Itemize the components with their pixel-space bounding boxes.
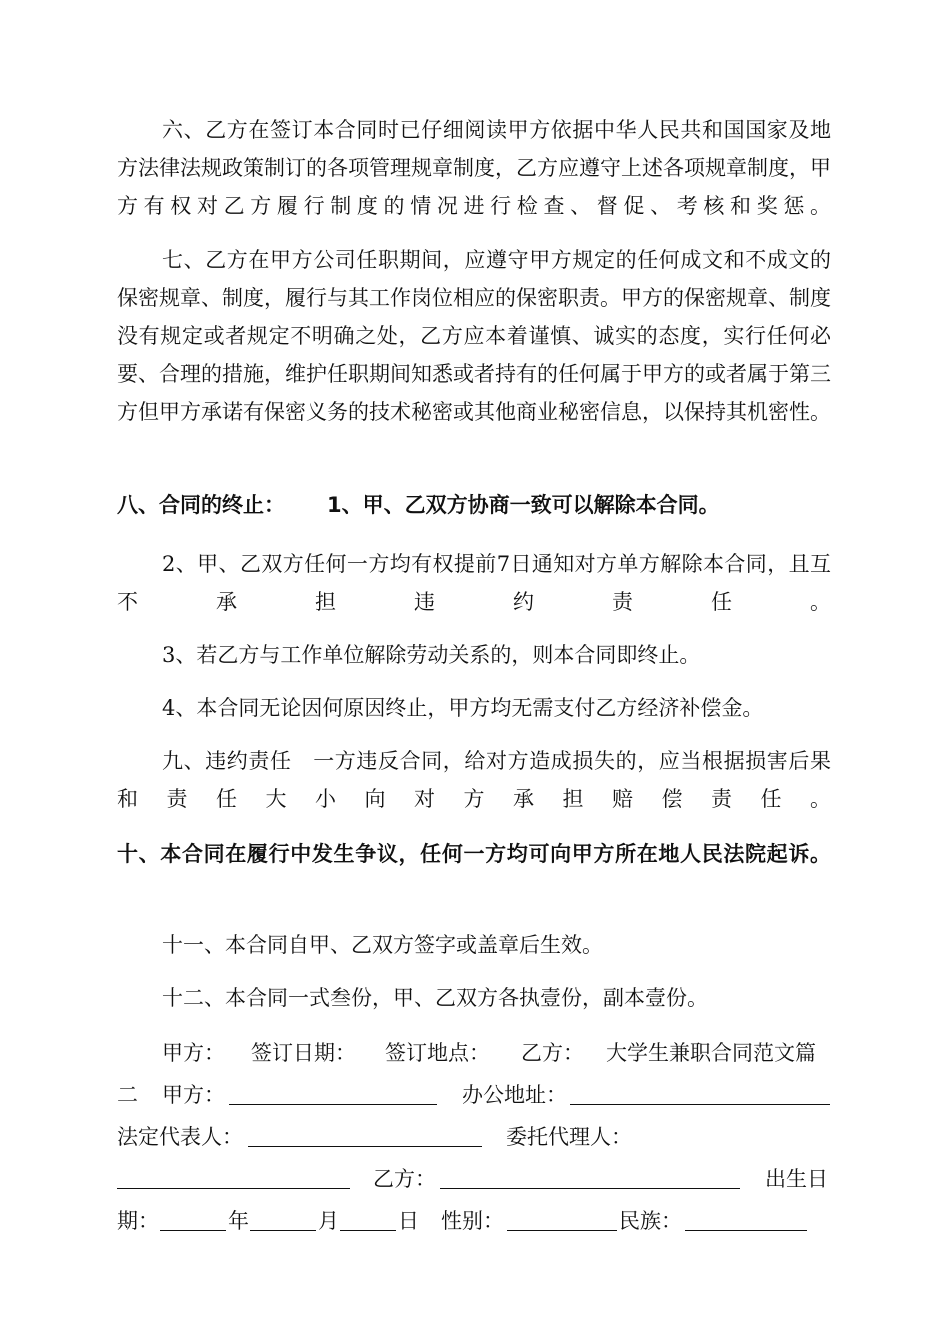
clause-eight-line: [117, 486, 720, 524]
clause-nine: 九、违约责任 一方违反合同，给对方造成损失的，应当根据损害后果和责任大小向对方承担赔偿责任。: [117, 749, 831, 811]
next-article-title: 大学生兼职合同范文篇: [606, 1041, 816, 1065]
party-b-blank[interactable]: [440, 1162, 740, 1189]
form-party-a-label: 甲方：: [162, 1083, 225, 1107]
legal-rep-blank[interactable]: [248, 1120, 482, 1147]
clause-six: 六、乙方在签订本合同时已仔细阅读甲方依据中华人民共和国国家及地方法律法规政策制订的各项管理规章制度，乙方应遵守上述各项规章制度，甲方有权对乙方履行制度的情况进行检查、督促、考核和奖惩。: [117, 118, 831, 218]
gender-label: 性别：: [441, 1209, 504, 1233]
ethnicity-label: 民族：: [619, 1209, 682, 1233]
clause-seven: 七、乙方在甲方公司任职期间，应遵守甲方规定的任何成文和不成文的保密规章、制度，履行与其工作岗位相应的保密职责。甲方的保密规章、制度没有规定或者规定不明确之处，乙方应本着谨慎、诚实的态度，实行任何必要、合理的措施，维护任职期间知悉或者持有的任何属于甲方的或者属于第三方但甲方承诺有保密义务的技术秘密或其他商业秘密信息，以保持其机密性。: [117, 248, 831, 424]
birth-date-label-cont: 期：: [117, 1209, 159, 1233]
agent-label: 委托代理人：: [506, 1125, 632, 1149]
clause-ten: 十、本合同在履行中发生争议，任何一方均可向甲方所在地人民法院起诉。: [117, 842, 831, 866]
clause-eleven: 十一、本合同自甲、乙双方签字或盖章后生效。: [162, 933, 603, 957]
day-blank[interactable]: [340, 1204, 396, 1231]
month-label: 月: [318, 1209, 339, 1233]
office-address-blank[interactable]: [570, 1078, 830, 1105]
clause-twelve: 十二、本合同一式叁份，甲、乙双方各执壹份，副本壹份。: [162, 986, 708, 1010]
ethnicity-blank[interactable]: [685, 1204, 807, 1231]
agent-blank[interactable]: [117, 1162, 350, 1189]
gender-blank[interactable]: [507, 1204, 617, 1231]
clause-eight-title: 八、合同的终止：: [117, 493, 285, 517]
party-b-label: 乙方：: [521, 1041, 584, 1065]
party-a-label: 甲方：: [162, 1041, 225, 1065]
office-address-label: 办公地址：: [462, 1083, 567, 1107]
day-label: 日: [398, 1209, 419, 1233]
birth-date-label: 出生日: [765, 1167, 828, 1191]
clause-eight-item-4: 4、本合同无论因何原因终止，甲方均无需支付乙方经济补偿金。: [162, 696, 764, 720]
next-article-title-cont: 二: [117, 1083, 138, 1107]
clause-eight-item-2: 2、甲、乙双方任何一方均有权提前7日通知对方单方解除本合同，且互不承担违约责任。: [117, 552, 831, 614]
form-party-b-label: 乙方：: [373, 1167, 436, 1191]
year-label: 年: [228, 1209, 249, 1233]
clause-eight-item-3: 3、若乙方与工作单位解除劳动关系的，则本合同即终止。: [162, 643, 701, 667]
party-a-blank[interactable]: [229, 1078, 437, 1105]
sign-date-label: 签订日期：: [251, 1041, 356, 1065]
clause-eight-item-1: 1、甲、乙双方协商一致可以解除本合同。: [327, 493, 720, 517]
legal-rep-label: 法定代表人：: [117, 1125, 243, 1149]
sign-place-label: 签订地点：: [385, 1041, 490, 1065]
month-blank[interactable]: [250, 1204, 316, 1231]
year-blank[interactable]: [160, 1204, 226, 1231]
